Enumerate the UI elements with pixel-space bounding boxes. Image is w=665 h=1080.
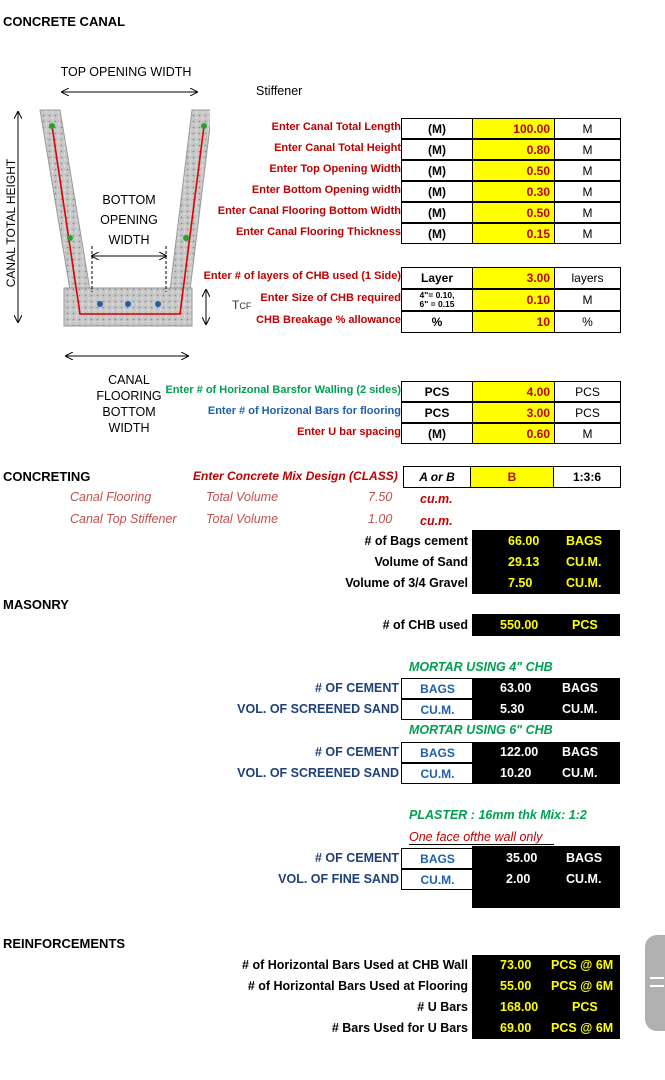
plaster-unit: BAGS bbox=[401, 848, 473, 869]
input-suffix: M bbox=[554, 202, 621, 223]
input-label: CHB Breakage % allowance bbox=[256, 314, 401, 326]
canal-stiffener-vol-label: Total Volume bbox=[206, 512, 279, 526]
chb-used-unit: PCS bbox=[572, 618, 598, 632]
bar-input-unit: PCS bbox=[401, 402, 473, 423]
reinforcement-label: # Bars Used for U Bars bbox=[331, 1021, 468, 1035]
reinforcement-unit: PCS bbox=[572, 1000, 598, 1014]
mortar-unit: CU.M. bbox=[401, 763, 473, 784]
input-unit: (M) bbox=[401, 202, 473, 223]
concrete-result-unit: CU.M. bbox=[566, 555, 602, 569]
side-scroll-handle[interactable] bbox=[645, 935, 665, 1031]
concreting-heading: CONCRETING bbox=[3, 469, 91, 484]
input-suffix: M bbox=[554, 139, 621, 160]
mortar-value: 10.20 bbox=[500, 766, 532, 780]
input-label: Enter Bottom Opening width bbox=[251, 184, 401, 196]
input-unit: (M) bbox=[401, 118, 473, 139]
input-label: Enter Canal Flooring Bottom Width bbox=[217, 205, 401, 217]
flooring-width-line-1: CANAL bbox=[108, 373, 150, 387]
bar-input-label: Enter U bar spacing bbox=[297, 426, 401, 438]
flooring-width-line-2: FLOORING bbox=[96, 389, 162, 403]
reinforcement-unit: PCS @ 6M bbox=[551, 958, 614, 972]
input-unit: (M) bbox=[401, 160, 473, 181]
concrete-result-label: Volume of 3/4 Gravel bbox=[345, 576, 468, 590]
plaster-suffix: BAGS bbox=[566, 851, 603, 865]
bar-input-value[interactable]: 0.60 bbox=[472, 423, 555, 444]
plaster-note: One face ofthe wall only bbox=[409, 830, 554, 845]
top-opening-width-label: TOP OPENING WIDTH bbox=[60, 65, 192, 79]
input-value[interactable]: 100.00 bbox=[472, 118, 555, 139]
bar-input-label: Enter # of Horizonal Bars for flooring bbox=[207, 405, 401, 417]
mix-class-input[interactable]: B bbox=[470, 466, 554, 488]
canal-stiffener-volume: 1.00 bbox=[368, 512, 393, 526]
canal-total-height-label: CANAL TOTAL HEIGHT bbox=[4, 158, 18, 288]
input-suffix: % bbox=[554, 311, 621, 333]
bar-input-value[interactable]: 4.00 bbox=[472, 381, 555, 402]
bar-input-unit: PCS bbox=[401, 381, 473, 402]
reinforcement-label: # of Horizontal Bars Used at CHB Wall bbox=[242, 958, 468, 972]
input-value[interactable]: 0.80 bbox=[472, 139, 555, 160]
canal-flooring-vol-label: Total Volume bbox=[206, 490, 279, 504]
input-value[interactable]: 3.00 bbox=[472, 267, 555, 289]
input-label: Enter Size of CHB required bbox=[260, 292, 401, 304]
mortar6-title: MORTAR USING 6" CHB bbox=[409, 723, 553, 737]
canal-flooring-name: Canal Flooring bbox=[70, 490, 152, 504]
canal-flooring-volume: 7.50 bbox=[368, 490, 393, 504]
mortar4-title: MORTAR USING 4" CHB bbox=[409, 660, 553, 674]
input-suffix: M bbox=[554, 223, 621, 244]
mix-unit: A or B bbox=[403, 466, 471, 488]
bottom-opening-line-1: BOTTOM bbox=[102, 193, 156, 207]
chb-used-block bbox=[472, 614, 620, 636]
concrete-result-label: # of Bags cement bbox=[364, 534, 468, 548]
input-value[interactable]: 0.15 bbox=[472, 223, 555, 244]
plaster-title: PLASTER : 16mm thk Mix: 1:2 bbox=[409, 808, 587, 822]
mix-design-label: Enter Concrete Mix Design (CLASS) bbox=[193, 469, 398, 483]
bar-input-suffix: M bbox=[554, 423, 621, 444]
flooring-width-line-4: WIDTH bbox=[108, 421, 150, 435]
input-unit: (M) bbox=[401, 139, 473, 160]
mortar-label: VOL. OF SCREENED SAND bbox=[237, 702, 399, 716]
chb-used-value: 550.00 bbox=[500, 618, 539, 632]
input-label: Enter Canal Total Length bbox=[271, 121, 401, 133]
input-value[interactable]: 0.50 bbox=[472, 160, 555, 181]
mortar-suffix: BAGS bbox=[562, 681, 599, 695]
reinforcement-unit: PCS @ 6M bbox=[551, 979, 614, 993]
bar-input-unit: (M) bbox=[401, 423, 473, 444]
input-label: Enter Top Opening Width bbox=[269, 163, 401, 175]
mortar-value: 63.00 bbox=[500, 681, 532, 695]
mortar-label: # OF CEMENT bbox=[314, 681, 399, 695]
mortar-suffix: CU.M. bbox=[562, 702, 598, 716]
mortar-value: 122.00 bbox=[500, 745, 539, 759]
reinforcement-value: 168.00 bbox=[500, 1000, 539, 1014]
canal-flooring-unit: cu.m. bbox=[420, 492, 453, 506]
input-suffix: M bbox=[554, 118, 621, 139]
tcf-sub: CF bbox=[239, 301, 252, 311]
bar-input-suffix: PCS bbox=[554, 402, 621, 423]
concrete-result-label: Volume of Sand bbox=[374, 555, 468, 569]
reinforcements-heading: REINFORCEMENTS bbox=[3, 936, 126, 951]
bottom-opening-line-3: WIDTH bbox=[108, 233, 150, 247]
input-label: Enter # of layers of CHB used (1 Side) bbox=[203, 270, 401, 282]
bar-input-label: Enter # of Horizonal Barsfor Walling (2 sides) bbox=[165, 384, 401, 396]
bottom-opening-line-2: OPENING bbox=[100, 213, 158, 227]
stiffener-label: Stiffener bbox=[256, 84, 303, 98]
page-title: CONCRETE CANAL bbox=[3, 14, 126, 29]
tcf-main: T bbox=[232, 298, 240, 312]
input-unit: % bbox=[401, 311, 473, 333]
bar-input-suffix: PCS bbox=[554, 381, 621, 402]
mix-ratio: 1:3:6 bbox=[553, 466, 621, 488]
bottom-opening-width-label bbox=[94, 190, 164, 250]
reinforcement-value: 69.00 bbox=[500, 1021, 532, 1035]
flooring-width-line-3: BOTTOM bbox=[102, 405, 156, 419]
input-value[interactable]: 0.30 bbox=[472, 181, 555, 202]
canal-stiffener-name: Canal Top Stiffener bbox=[70, 512, 177, 526]
input-suffix: M bbox=[554, 160, 621, 181]
canal-flooring-bottom-width-label bbox=[94, 372, 164, 436]
input-value[interactable]: 10 bbox=[472, 311, 555, 333]
input-label: Enter Canal Total Height bbox=[274, 142, 401, 154]
canal-stiffener-unit: cu.m. bbox=[420, 514, 453, 528]
concrete-result-unit: BAGS bbox=[566, 534, 603, 548]
mortar-unit: BAGS bbox=[401, 678, 473, 699]
input-suffix: M bbox=[554, 289, 621, 311]
plaster-label: VOL. OF FINE SAND bbox=[278, 872, 399, 886]
chb-used-label: # of CHB used bbox=[382, 618, 468, 632]
mortar-label: # OF CEMENT bbox=[314, 745, 399, 759]
bar-input-value[interactable]: 3.00 bbox=[472, 402, 555, 423]
plaster-value: 2.00 bbox=[506, 872, 531, 886]
input-unit: (M) bbox=[401, 223, 473, 244]
plaster-unit: CU.M. bbox=[401, 869, 473, 890]
plaster-value: 35.00 bbox=[506, 851, 538, 865]
mortar-value: 5.30 bbox=[500, 702, 525, 716]
reinforcement-label: # of Horizontal Bars Used at Flooring bbox=[247, 979, 468, 993]
mortar-unit: CU.M. bbox=[401, 699, 473, 720]
input-suffix: M bbox=[554, 181, 621, 202]
concrete-result-value: 66.00 bbox=[508, 534, 540, 548]
mortar-suffix: CU.M. bbox=[562, 766, 598, 780]
concrete-result-value: 29.13 bbox=[508, 555, 540, 569]
reinforcement-value: 55.00 bbox=[500, 979, 532, 993]
concrete-result-value: 7.50 bbox=[508, 576, 533, 590]
reinforcement-label: # U Bars bbox=[417, 1000, 468, 1014]
concrete-result-unit: CU.M. bbox=[566, 576, 602, 590]
input-unit: (M) bbox=[401, 181, 473, 202]
input-unit: 4"= 0.10, 6" = 0.15 bbox=[401, 289, 473, 311]
reinforcement-value: 73.00 bbox=[500, 958, 532, 972]
reinforcement-unit: PCS @ 6M bbox=[551, 1021, 614, 1035]
input-value[interactable]: 0.10 bbox=[472, 289, 555, 311]
input-unit: Layer bbox=[401, 267, 473, 289]
input-value[interactable]: 0.50 bbox=[472, 202, 555, 223]
tcf-label bbox=[232, 298, 251, 312]
input-suffix: layers bbox=[554, 267, 621, 289]
mortar-suffix: BAGS bbox=[562, 745, 599, 759]
mortar-unit: BAGS bbox=[401, 742, 473, 763]
plaster-label: # OF CEMENT bbox=[314, 851, 399, 865]
plaster-suffix: CU.M. bbox=[566, 872, 602, 886]
mortar-label: VOL. OF SCREENED SAND bbox=[237, 766, 399, 780]
input-label: Enter Canal Flooring Thickness bbox=[235, 226, 401, 238]
masonry-heading: MASONRY bbox=[3, 597, 69, 612]
